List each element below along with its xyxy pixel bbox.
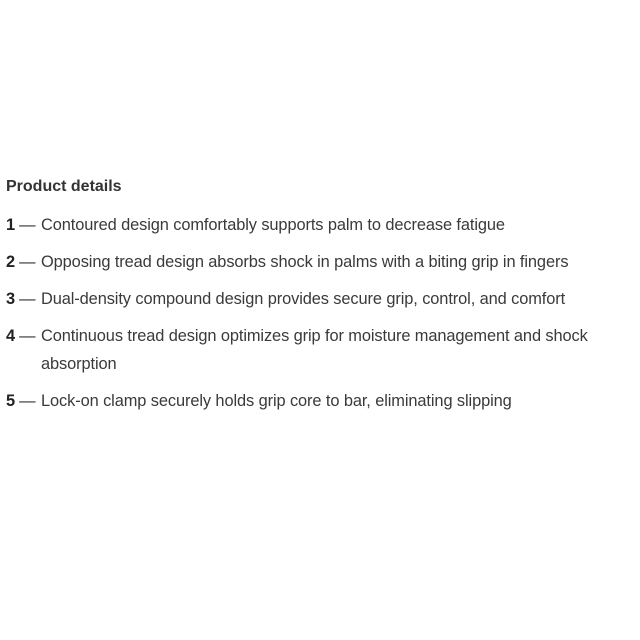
detail-item xyxy=(6,211,636,239)
detail-separator: — xyxy=(19,392,36,410)
product-details-heading: Product details xyxy=(6,178,122,195)
detail-marker xyxy=(6,211,41,239)
detail-item xyxy=(6,322,636,378)
detail-item xyxy=(6,285,636,313)
detail-text: Opposing tread design absorbs shock in palms with a biting grip in fingers xyxy=(41,253,569,271)
detail-marker xyxy=(6,248,41,276)
detail-number: 1 xyxy=(6,216,16,234)
detail-separator: — xyxy=(19,327,36,345)
detail-number: 2 xyxy=(6,253,16,271)
product-details-section xyxy=(6,176,636,424)
detail-marker xyxy=(6,387,41,415)
detail-marker xyxy=(6,322,41,350)
detail-separator: — xyxy=(19,290,36,308)
detail-text: Contoured design comfortably supports palm to decrease fatigue xyxy=(41,216,505,234)
detail-text: Dual-density compound design provides secure grip, control, and comfort xyxy=(41,290,566,308)
detail-number: 4 xyxy=(6,327,16,345)
detail-number: 5 xyxy=(6,392,16,410)
detail-separator: — xyxy=(19,253,36,271)
detail-separator: — xyxy=(19,216,36,234)
detail-number: 3 xyxy=(6,290,16,308)
product-details-list xyxy=(6,211,636,415)
detail-item xyxy=(6,248,636,276)
detail-text: Continuous tread design optimizes grip for moisture management and shock absorption xyxy=(41,327,588,373)
detail-text: Lock-on clamp securely holds grip core to bar, eliminating slipping xyxy=(41,392,512,410)
detail-marker xyxy=(6,285,41,313)
detail-item xyxy=(6,387,636,415)
